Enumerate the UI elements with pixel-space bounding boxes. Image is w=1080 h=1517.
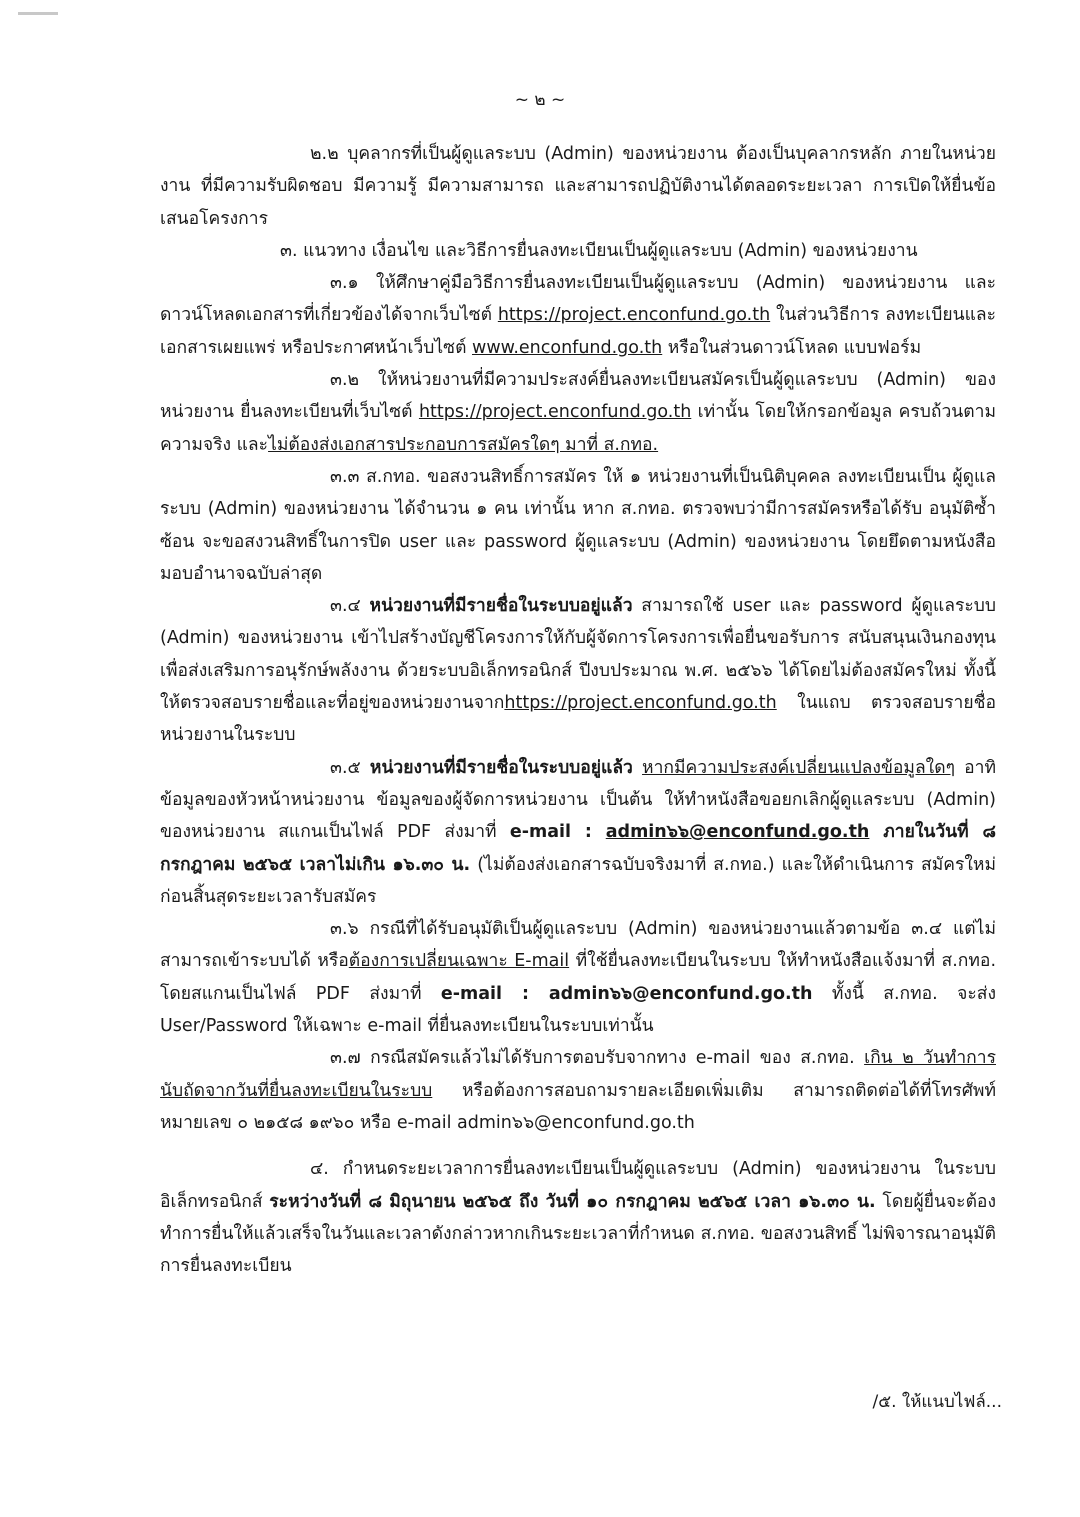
page-number: ~ ๒ ~ [514,90,566,110]
continuation-reference: /๕. ให้แนบไฟล์... [872,1392,1002,1412]
scan-artifact [18,12,58,15]
bold-phrase: หน่วยงานที่มีรายชื่อในระบบอยู่แล้ว [369,757,633,778]
paragraph-3-4: ๓.๔ หน่วยงานที่มีรายชื่อในระบบอยู่แล้ว สามารถใช้ user และ password ผู้ดูแลระบบ (Admin) ของหน่วยงาน เข้าไปสร้างบัญชีโครงการให้กับผู้จัดการโครงการเพื่อยื่นขอรับการ สนับสนุนเงินกองทุนเพื่อส่งเสริมการอนุรักษ์พลังงาน ด้วยระบบอิเล็กทรอนิกส์ ปีงบประมาณ พ.ศ. ๒๕๖๖ ได้โดยไม่ต้องสมัครใหม่ ทั้งนี้ให้ตรวจสอบรายชื่อและที่อยู่ของหน่วยงานจากhttps://project.enconfund.go.th ในแถบ ตรวจสอบรายชื่อหน่วยงานในระบบ [160,596,996,746]
paragraph-3-1: ๓.๑ ให้ศึกษาคู่มือวิธีการยื่นลงทะเบียนเป็นผู้ดูแลระบบ (Admin) ของหน่วยงาน และดาวน์โหลดเอกสารที่เกี่ยวข้องได้จากเว็บไซต์ https://project.enconfund.go.th ในส่วนวิธีการ ลงทะเบียนและเอกสารเผยแพร่ หรือประกาศหน้าเว็บไซต์ www.enconfund.go.th หรือในส่วนดาวน์โหลด แบบฟอร์ม [160,273,996,358]
paragraph-3-2: ๓.๒ ให้หน่วยงานที่มีความประสงค์ยื่นลงทะเบียนสมัครเป็นผู้ดูแลระบบ (Admin) ของหน่วยงาน ยื่นลงทะเบียนที่เว็บไซต์ https://project.enconfund.go.th เท่านั้น โดยให้กรอกข้อมูล ครบถ้วนตามความจริง และไม่ต้องส่งเอกสารประกอบการสมัครใดๆ มาที่ ส.กทอ. [160,370,997,455]
paragraph-3-3: ๓.๓ ส.กทอ. ขอสงวนสิทธิ์การสมัคร ให้ ๑ หน่วยงานที่เป็นนิติบุคคล ลงทะเบียนเป็น ผู้ดูแลระบบ (Admin) ของหน่วยงาน ได้จำนวน ๑ คน เท่านั้น หาก ส.กทอ. ตรวจพบว่ามีการสมัครหรือได้รับ อนุมัติซ้ำซ้อน จะขอสงวนสิทธิ์ในการปิด user และ password ผู้ดูแลระบบ (Admin) ของหน่วยงาน โดยยึดตามหนังสือมอบอำนาจฉบับล่าสุด [160,466,996,584]
bold-phrase: หน่วยงานที่มีรายชื่อในระบบอยู่แล้ว [369,596,633,617]
website-link[interactable]: https://project.enconfund.go.th [504,693,777,714]
bold-phrase: e-mail : [509,822,606,843]
paragraph-3-7: ๓.๗ กรณีสมัครแล้วไม่ได้รับการตอบรับจากทาง e-mail ของ ส.กทอ. เกิน ๒ วันทำการ นับถัดจากวันที่ยื่นลงทะเบียนในระบบ หรือต้องการสอบถามรายละเอียดเพิ่มเติม สามารถติดต่อได้ที่โทรศัพท์ หมายเลข ๐ ๒๑๕๘ ๑๙๖๐ หรือ e-mail admin๖๖@enconfund.go.th [160,1048,996,1133]
website-link[interactable]: https://project.enconfund.go.th [497,305,771,326]
website-link[interactable]: https://project.enconfund.go.th [418,402,692,423]
email-address: e-mail : admin๖๖@enconfund.go.th [440,983,813,1004]
paragraph-gap [160,1139,996,1153]
underlined-phrase: เกิน ๒ วันทำการ นับถัดจากวันที่ยื่นลงทะเบียนในระบบ [160,1048,996,1101]
website-link[interactable]: www.enconfund.go.th [472,337,663,358]
underlined-notice: ไม่ต้องส่งเอกสารประกอบการสมัครใดๆ มาที่ ส.กทอ. [268,434,659,455]
document-body [160,138,996,1282]
email-link[interactable]: admin๖๖@enconfund.go.th [605,822,870,843]
bold-deadline: ภายในวันที่ ๘ กรกฎาคม ๒๕๖๕ เวลาไม่เกิน ๑๖.๓๐ น. [160,822,997,875]
paragraph-3-6: ๓.๖ กรณีที่ได้รับอนุมัติเป็นผู้ดูแลระบบ (Admin) ของหน่วยงานแล้วตามข้อ ๓.๔ แต่ไม่สามารถเข้าระบบได้ หรือต้องการเปลี่ยนเฉพาะ E-mail ที่ใช้ยื่นลงทะเบียนในระบบ ให้ทำหนังสือแจ้งมาที่ ส.กทอ. โดยสแกนเป็นไฟล์ PDF ส่งมาที่ e-mail : admin๖๖@enconfund.go.th ทั้งนี้ ส.กทอ. จะส่ง User/Password ให้เฉพาะ e-mail ที่ยื่นลงทะเบียนในระบบเท่านั้น [160,919,997,1037]
underlined-phrase: หากมีความประสงค์เปลี่ยนแปลงข้อมูลใดๆ [642,757,955,778]
paragraph-4: ๔. กำหนดระยะเวลาการยื่นลงทะเบียนเป็นผู้ดูแลระบบ (Admin) ของหน่วยงาน ในระบบ อิเล็กทรอนิกส์ ระหว่างวันที่ ๘ มิถุนายน ๒๕๖๕ ถึง วันที่ ๑๐ กรกฎาคม ๒๕๖๕ เวลา ๑๖.๓๐ น. โดยผู้ยื่นจะต้องทำการยื่นให้แล้วเสร็จในวันและเวลาดังกล่าวหากเกินระยะเวลาที่กำหนด ส.กทอ. ขอสงวนสิทธิ์ ไม่พิจารณาอนุมัติการยื่นลงทะเบียน [160,1159,996,1277]
heading-section-3: ๓. แนวทาง เงื่อนไข และวิธีการยื่นลงทะเบียนเป็นผู้ดูแลระบบ (Admin) ของหน่วยงาน [280,240,918,261]
paragraph-2-2: ๒.๒ บุคลากรที่เป็นผู้ดูแลระบบ (Admin) ของหน่วยงาน ต้องเป็นบุคลากรหลัก ภายในหน่วยงาน ที่มีความรับผิดชอบ มีความรู้ มีความสามารถ และสามารถปฏิบัติงานได้ตลอดระยะเวลา การเปิดให้ยื่นข้อเสนอโครงการ [160,144,996,229]
paragraph-3-5: ๓.๕ หน่วยงานที่มีรายชื่อในระบบอยู่แล้ว หากมีความประสงค์เปลี่ยนแปลงข้อมูลใดๆ อาทิ ข้อมูลของหัวหน้าหน่วยงาน ข้อมูลของผู้จัดการหน่วยงาน เป็นต้น ให้ทำหนังสือขอยกเลิกผู้ดูแลระบบ (Admin) ของหน่วยงาน สแกนเป็นไฟล์ PDF ส่งมาที่ e-mail : admin๖๖@enconfund.go.th ภายในวันที่ ๘ กรกฎาคม ๒๕๖๕ เวลาไม่เกิน ๑๖.๓๐ น. (ไม่ต้องส่งเอกสารฉบับจริงมาที่ ส.กทอ.) และให้ดำเนินการ สมัครใหม่ ก่อนสิ้นสุดระยะเวลารับสมัคร [160,757,997,907]
bold-period: ระหว่างวันที่ ๘ มิถุนายน ๒๕๖๕ ถึง วันที่ ๑๐ กรกฎาคม ๒๕๖๕ เวลา ๑๖.๓๐ น. [269,1191,876,1212]
underlined-phrase: ต้องการเปลี่ยนเฉพาะ E-mail [348,951,570,972]
